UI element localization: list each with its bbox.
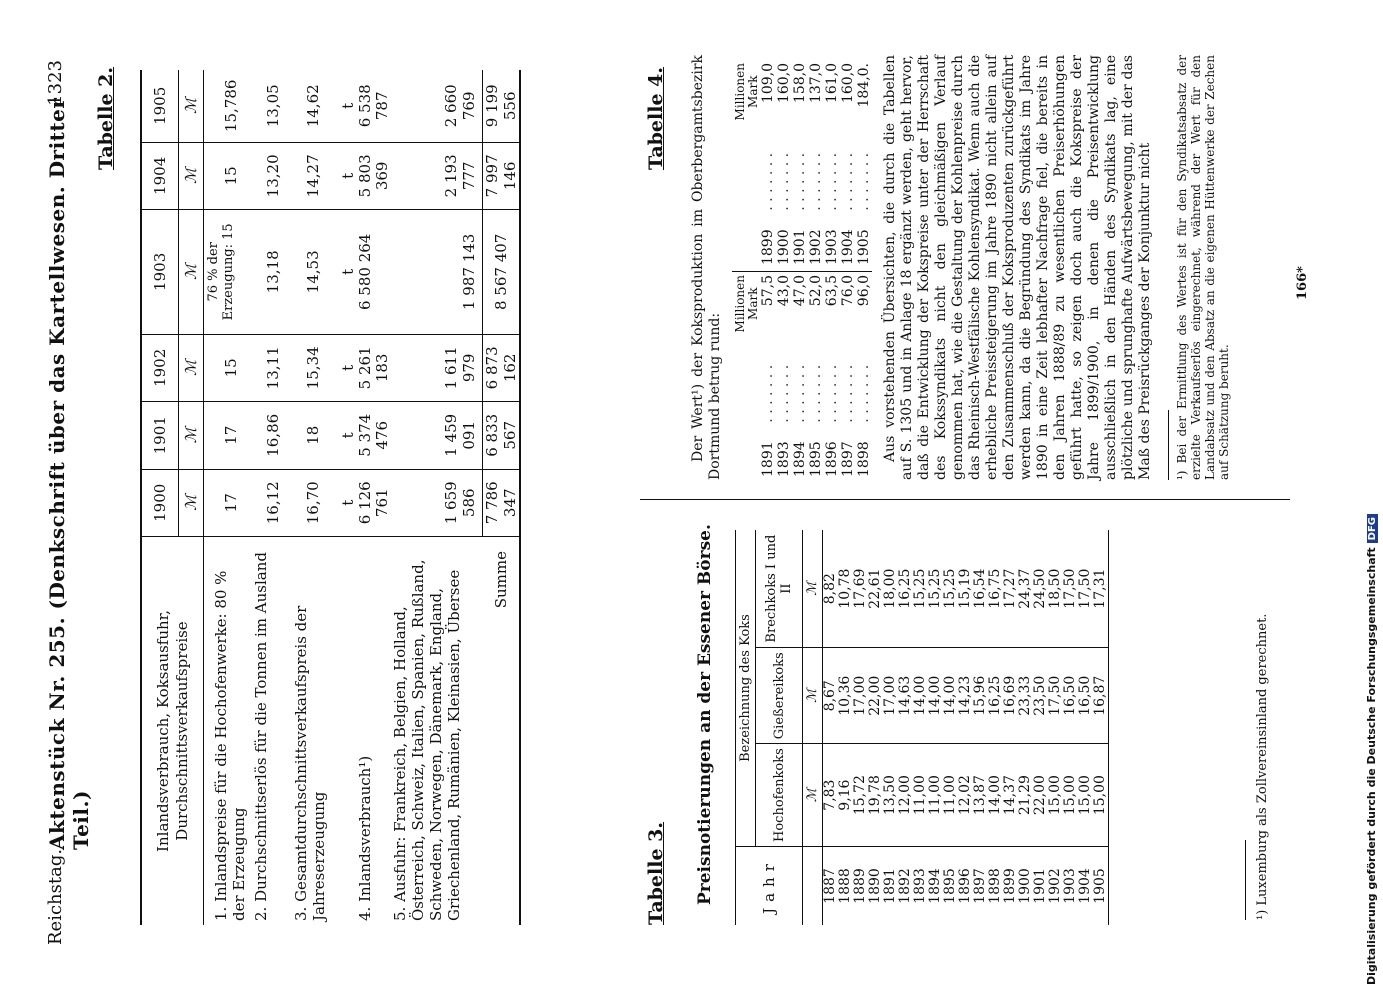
- table-row: [1078, 530, 1093, 925]
- leader-dots: . . . . . . .: [808, 364, 824, 423]
- cell: 13,11: [252, 334, 292, 401]
- cell: 1 459 091: [391, 402, 483, 469]
- unit-mark: ℳ: [179, 70, 204, 142]
- year-cell: 1898: [856, 441, 872, 477]
- cell-value: 5 261 183: [355, 346, 391, 390]
- header-left: Reichstag.: [45, 848, 66, 945]
- cell: [336, 402, 391, 469]
- leader-dots: . . . . . . .: [760, 364, 776, 423]
- cell: 16,86: [252, 402, 292, 469]
- year-cell: 1899: [760, 214, 776, 272]
- year-cell: 1895: [808, 441, 824, 477]
- leader-dots: . . . . . . .: [824, 152, 840, 211]
- blank-cell: [732, 214, 760, 272]
- year-cell: 1903: [824, 214, 840, 272]
- running-header: [45, 60, 93, 945]
- cell: 2 193 777: [391, 142, 483, 209]
- table2-year: 1905: [141, 70, 179, 142]
- cell: 16,12: [252, 469, 292, 536]
- group-header: Bezeichnung des Koks: [736, 530, 756, 847]
- price-cell: 22,61: [868, 530, 883, 648]
- table2-year: 1902: [141, 334, 179, 401]
- column-header: Gießereikoks: [756, 648, 803, 744]
- price-cell: 17,50: [1063, 530, 1078, 648]
- table-row: [898, 530, 913, 925]
- price-cell: 13,87: [973, 744, 988, 847]
- price-cell: 14,37: [1003, 744, 1018, 847]
- price-cell: 9,16: [838, 744, 853, 847]
- cell: [336, 469, 391, 536]
- year-cell: 1904: [840, 214, 856, 272]
- year-cell: 1902: [808, 214, 824, 272]
- table-row: [1018, 530, 1033, 925]
- value-cell: 109,0: [760, 63, 776, 104]
- value-cell: 63,5: [824, 275, 840, 307]
- table-row: [853, 530, 868, 925]
- price-cell: 14,00: [913, 648, 928, 744]
- price-cell: 15,72: [853, 744, 868, 847]
- price-cell: 13,50: [883, 744, 898, 847]
- unit-t: t: [338, 364, 357, 371]
- cell: 14,27: [292, 142, 336, 209]
- cell: 15,34: [292, 334, 336, 401]
- value-cell: 76,0: [840, 275, 856, 307]
- cell: 13,20: [252, 142, 292, 209]
- cell: 13,05: [252, 70, 292, 142]
- table4-body: [760, 60, 872, 480]
- sum-cell: 7 786 347: [483, 469, 521, 536]
- value-cell: 43,0: [776, 275, 792, 307]
- table-row: [928, 530, 943, 925]
- table3: [735, 530, 1109, 925]
- cell-value: 6 580 264: [355, 233, 374, 311]
- price-cell: 16,87: [1093, 648, 1109, 744]
- value-cell: 137,0: [808, 63, 824, 104]
- table-row: [1033, 530, 1048, 925]
- price-cell: 15,25: [928, 530, 943, 648]
- cell-value: 5 803 369: [355, 154, 391, 198]
- table2-label: Tabelle 2.: [95, 67, 117, 170]
- table-row: [1093, 530, 1109, 925]
- unit-mark: ℳ: [179, 402, 204, 469]
- sum-label: Summe: [483, 537, 521, 926]
- price-cell: 15,00: [1078, 744, 1093, 847]
- leader-dots: . . . . . . .: [760, 152, 776, 211]
- table-row: [958, 530, 973, 925]
- value-cell: 160,0: [840, 63, 856, 104]
- table-row: [868, 530, 883, 925]
- cell: [336, 334, 391, 401]
- table-row: [838, 530, 853, 925]
- price-cell: 12,02: [958, 744, 973, 847]
- table-row: [1048, 530, 1063, 925]
- table-row: [760, 60, 776, 480]
- price-cell: 17,31: [1093, 530, 1109, 648]
- year-header: Jahr: [736, 847, 803, 926]
- leader-dots: . . . . . . .: [776, 364, 792, 423]
- value-header: Millionen Mark: [733, 63, 760, 121]
- table4-label: Tabelle 4.: [645, 67, 667, 170]
- unit-mark: ℳ: [179, 142, 204, 209]
- unit-mark: ℳ: [179, 469, 204, 536]
- table2-year: 1900: [141, 469, 179, 536]
- leader-dots: . . . . . . .: [808, 152, 824, 211]
- table-row: [1063, 530, 1078, 925]
- year-cell: 1900: [776, 214, 792, 272]
- year-cell: 1890: [867, 868, 883, 904]
- table-row: [856, 60, 872, 480]
- digitization-credit: [1365, 514, 1378, 985]
- year-cell: 1903: [1062, 868, 1078, 904]
- unit-t: t: [338, 102, 357, 109]
- sum-cell: 6 833 567: [483, 402, 521, 469]
- cell-value: 5 374 476: [355, 413, 391, 457]
- year-cell: 1898: [987, 868, 1003, 904]
- year-cell: 1891: [882, 868, 898, 904]
- unit-t: t: [338, 432, 357, 439]
- cell: 14,53: [292, 210, 336, 335]
- price-cell: 15,00: [1063, 744, 1078, 847]
- value-header: Millionen Mark: [733, 275, 760, 333]
- unit-mark: ℳ: [179, 210, 204, 335]
- leader-dots: . . . . . . .: [776, 152, 792, 211]
- price-cell: 16,54: [973, 530, 988, 648]
- value-cell: 158,0: [792, 63, 808, 104]
- price-cell: 16,25: [898, 530, 913, 648]
- table-row: [913, 530, 928, 925]
- price-cell: 10,36: [838, 648, 853, 744]
- price-cell: 16,25: [988, 648, 1003, 744]
- price-cell: 16,69: [1003, 648, 1018, 744]
- cell: 13,18: [252, 210, 292, 335]
- table2-year: 1904: [141, 142, 179, 209]
- table2-year: 1901: [141, 402, 179, 469]
- leader-dots: . . . . . . .: [792, 364, 808, 423]
- price-cell: 11,00: [928, 744, 943, 847]
- unit-t: t: [338, 499, 357, 506]
- year-cell: 1904: [1077, 868, 1093, 904]
- year-cell: 1893: [912, 868, 928, 904]
- price-cell: 12,00: [898, 744, 913, 847]
- cell: 17: [204, 402, 252, 469]
- year-cell: 1905: [1093, 847, 1109, 926]
- value-cell: 96,0: [856, 275, 872, 307]
- column-header: Brechkoks I und II: [756, 530, 803, 648]
- footnote-table4: ¹) Bei der Ermittlung des Wertes ist für den Syndikatsabsatz der erzielte Verkaufserlös eingerechnet, während der Wert für den Landabsatz und den Absatz an die eigenen Hüttenwerke der Zechen auf Schätzung beruht.: [1175, 55, 1231, 480]
- table2-column-header: Inlandsverbrauch, Koksausfuhr, Durchschnittsverkaufspreise: [141, 537, 204, 926]
- year-cell: 1900: [1017, 868, 1033, 904]
- cell: 2 660 769: [391, 70, 483, 142]
- price-cell: 16,50: [1078, 648, 1093, 744]
- cell: 15,786: [204, 70, 252, 142]
- price-cell: 15,96: [973, 648, 988, 744]
- blank-cell: [732, 123, 760, 213]
- leader-dots: . . . . . . .: [792, 152, 808, 211]
- price-cell: 11,00: [913, 744, 928, 847]
- column-divider: [640, 499, 1290, 500]
- header-title: Aktenstück Nr. 255. (Denkschrift über das Kartellwesen. Dritter Teil.): [45, 97, 93, 850]
- row-label: 2. Durchschnittserlös für die Tonnen im Ausland: [251, 552, 270, 921]
- year-cell: 1892: [897, 868, 913, 904]
- row-label: 5. Ausfuhr: Frankreich, Belgien, Holland, Österreich, Schweiz, Italien, Spanien, Rußland, Schweden, Norwegen, Dänemark, England, Griechenland, Rumänien, Kleinasien, Übersee: [390, 559, 463, 921]
- cell: 1 987 143: [391, 210, 483, 335]
- year-cell: 1891: [760, 441, 776, 477]
- price-cell: 14,63: [898, 648, 913, 744]
- cell: 16,70: [292, 469, 336, 536]
- value-cell: 160,0: [776, 63, 792, 104]
- dfg-logo: DFG: [1367, 514, 1378, 543]
- price-cell: 14,23: [958, 648, 973, 744]
- price-cell: 23,33: [1018, 648, 1033, 744]
- price-cell: 17,50: [1078, 530, 1093, 648]
- unit-t: t: [338, 268, 357, 275]
- year-cell: 1887: [822, 868, 838, 904]
- price-cell: 14,00: [928, 648, 943, 744]
- year-cell: 1899: [1002, 868, 1018, 904]
- cell: 76 % der Erzeugung: 15: [204, 210, 252, 335]
- price-cell: 18,00: [883, 530, 898, 648]
- unit-mark: ℳ: [803, 744, 823, 847]
- price-cell: 15,00: [1048, 744, 1063, 847]
- cell-value: 6 126 761: [355, 481, 391, 525]
- year-cell: 1896: [957, 868, 973, 904]
- blank-cell: [732, 426, 760, 480]
- price-cell: 14,00: [988, 744, 1003, 847]
- row-label: 4. Inlandsverbrauch¹): [355, 755, 374, 921]
- price-cell: 15,25: [943, 530, 958, 648]
- cell: 17: [204, 469, 252, 536]
- table-row: [943, 530, 958, 925]
- table3-label: Tabelle 3.: [645, 822, 667, 925]
- price-cell: 16,75: [988, 530, 1003, 648]
- cell: 1 611 979: [391, 334, 483, 401]
- price-cell: 24,37: [1018, 530, 1033, 648]
- table-row: [824, 60, 840, 480]
- unit-mark: ℳ: [803, 648, 823, 744]
- leader-dots: . . . . . . .: [824, 364, 840, 423]
- credit-text: Digitalisierung gefördert durch die Deutsche Forschungsgemeinschaft: [1365, 547, 1378, 985]
- table3-title: Preisnotierungen an der Essener Börse.: [695, 524, 715, 905]
- year-cell: 1905: [856, 214, 872, 272]
- table2-row: [204, 70, 252, 925]
- column-header: Hochofenkoks: [756, 744, 803, 847]
- price-cell: 22,00: [1033, 744, 1048, 847]
- table2-sum-row: [483, 70, 521, 925]
- price-cell: 7,83: [823, 744, 839, 847]
- price-cell: 17,00: [853, 648, 868, 744]
- table2-year: 1903: [141, 210, 179, 335]
- sum-cell: 9 199 556: [483, 70, 521, 142]
- right-column: [690, 55, 1231, 480]
- price-cell: 17,00: [883, 648, 898, 744]
- price-cell: 23,50: [1033, 648, 1048, 744]
- price-cell: 16,50: [1063, 648, 1078, 744]
- blank-cell: [803, 847, 823, 926]
- table-row: [808, 60, 824, 480]
- value-cell: 161,0: [824, 63, 840, 104]
- unit-mark: ℳ: [179, 334, 204, 401]
- footnote-rule: [1168, 410, 1169, 480]
- table-row: [988, 530, 1003, 925]
- table-row: [883, 530, 898, 925]
- year-cell: 1894: [927, 868, 943, 904]
- price-cell: 15,00: [1093, 744, 1109, 847]
- sum-cell: 7 997 146: [483, 142, 521, 209]
- year-cell: 1893: [776, 441, 792, 477]
- value-cell: 47,0: [792, 275, 808, 307]
- header-page-number: 1323: [45, 60, 66, 106]
- table2-row: [292, 70, 336, 925]
- unit-mark: ℳ: [803, 530, 823, 648]
- table-row: [776, 60, 792, 480]
- table2-row: [252, 70, 292, 925]
- year-cell: 1894: [792, 441, 808, 477]
- footnote-table3: ¹) Luxemburg als Zollvereinsinland gerechnet.: [1255, 613, 1270, 920]
- year-cell: 1895: [942, 868, 958, 904]
- price-cell: 15,25: [913, 530, 928, 648]
- year-cell: 1901: [792, 214, 808, 272]
- cell: [336, 70, 391, 142]
- price-cell: 10,78: [838, 530, 853, 648]
- year-cell: 1902: [1047, 868, 1063, 904]
- row-label: 1. Inlandspreise für die Hochofenwerke: 80 % der Erzeugung: [212, 570, 248, 921]
- table3-body: [823, 530, 1109, 925]
- cell: [336, 210, 391, 335]
- value-cell: 57,5: [760, 275, 776, 307]
- cell: [336, 142, 391, 209]
- year-cell: 1897: [972, 868, 988, 904]
- cell: 18: [292, 402, 336, 469]
- cell: 14,62: [292, 70, 336, 142]
- year-cell: 1888: [837, 868, 853, 904]
- cell: 15: [204, 334, 252, 401]
- year-cell: 1896: [824, 441, 840, 477]
- price-cell: 14,00: [943, 648, 958, 744]
- sum-cell: 8 567 407: [483, 210, 521, 335]
- price-cell: 21,29: [1018, 744, 1033, 847]
- value-cell: 52,0: [808, 275, 824, 307]
- value-cell: 184,0.: [856, 63, 872, 108]
- price-cell: 8,67: [823, 648, 839, 744]
- row-label: 3. Gesamtdurchschnittsverkaufspreis der Jahreserzeugung: [291, 605, 328, 921]
- body-paragraph: Aus vorstehenden Übersichten, die durch die Tabellen auf S. 1305 und in Anlage 18 ergänzt werden, geht hervor, daß die Entwicklung der Kokspreise unter der Herrschaft des Kokssyndikats nicht den gleichmäßigen Verlauf genommen hat, wie die Gestaltung der Kohlenpreise durch das Rheinisch-Westfälische Kohlensyndikat. Wenn auch die erhebliche Preissteigerung im Jahre 1890 nicht allein auf den Zusammenschluß der Koksproduzenten zurückgeführt werden kann, da die Begründung des Syndikats im Jahre 1890 in eine Zeit lebhafter Nachfrage fiel, die bereits in den Jahren 1888/89 zu wesentlichen Preiserhöhungen geführt hatte, so zeigen doch auch die Kokspreise der Jahre 1899/1900, in denen die Preisentwicklung ausschließlich in den Händen des Syndikats lag, eine plötzliche und sprunghafte Aufwärtsbewegung, mit der das Maß des Preisrückganges der Konjunktur nicht: [882, 55, 1153, 480]
- year-cell: 1901: [1032, 868, 1048, 904]
- table-row: [973, 530, 988, 925]
- footnote-rule: [1245, 840, 1246, 920]
- price-cell: 11,00: [943, 744, 958, 847]
- leader-dots: . . . . . . .: [856, 364, 872, 423]
- price-cell: 24,50: [1033, 530, 1048, 648]
- leader-dots: . . . . . . .: [856, 152, 872, 211]
- table-row: [840, 60, 856, 480]
- price-cell: 15,19: [958, 530, 973, 648]
- table2-row: [336, 70, 391, 925]
- price-cell: 22,00: [868, 648, 883, 744]
- year-cell: 1889: [852, 868, 868, 904]
- page-signature: 166*: [1295, 266, 1310, 300]
- blank-cell: [732, 335, 760, 425]
- leader-dots: . . . . . . .: [840, 152, 856, 211]
- price-cell: 17,27: [1003, 530, 1018, 648]
- table-row: [823, 530, 839, 925]
- table-row: [792, 60, 808, 480]
- table-row: [1003, 530, 1018, 925]
- table2: [140, 70, 521, 925]
- unit-t: t: [338, 172, 357, 179]
- price-cell: 18,50: [1048, 530, 1063, 648]
- price-cell: 17,69: [853, 530, 868, 648]
- cell: 15: [204, 142, 252, 209]
- table4-intro: Der Wert¹) der Koksproduktion im Oberbergamtsbezirk Dortmund betrug rund:: [690, 55, 723, 480]
- price-cell: 8,82: [823, 530, 839, 648]
- leader-dots: . . . . . . .: [840, 364, 856, 423]
- cell-value: 6 538 787: [355, 84, 391, 128]
- price-cell: 19,78: [868, 744, 883, 847]
- year-cell: 1897: [840, 441, 856, 477]
- sum-cell: 6 873 162: [483, 334, 521, 401]
- table2-row: [391, 70, 483, 925]
- price-cell: 17,50: [1048, 648, 1063, 744]
- cell: 1 659 586: [391, 469, 483, 536]
- table4: [732, 60, 872, 480]
